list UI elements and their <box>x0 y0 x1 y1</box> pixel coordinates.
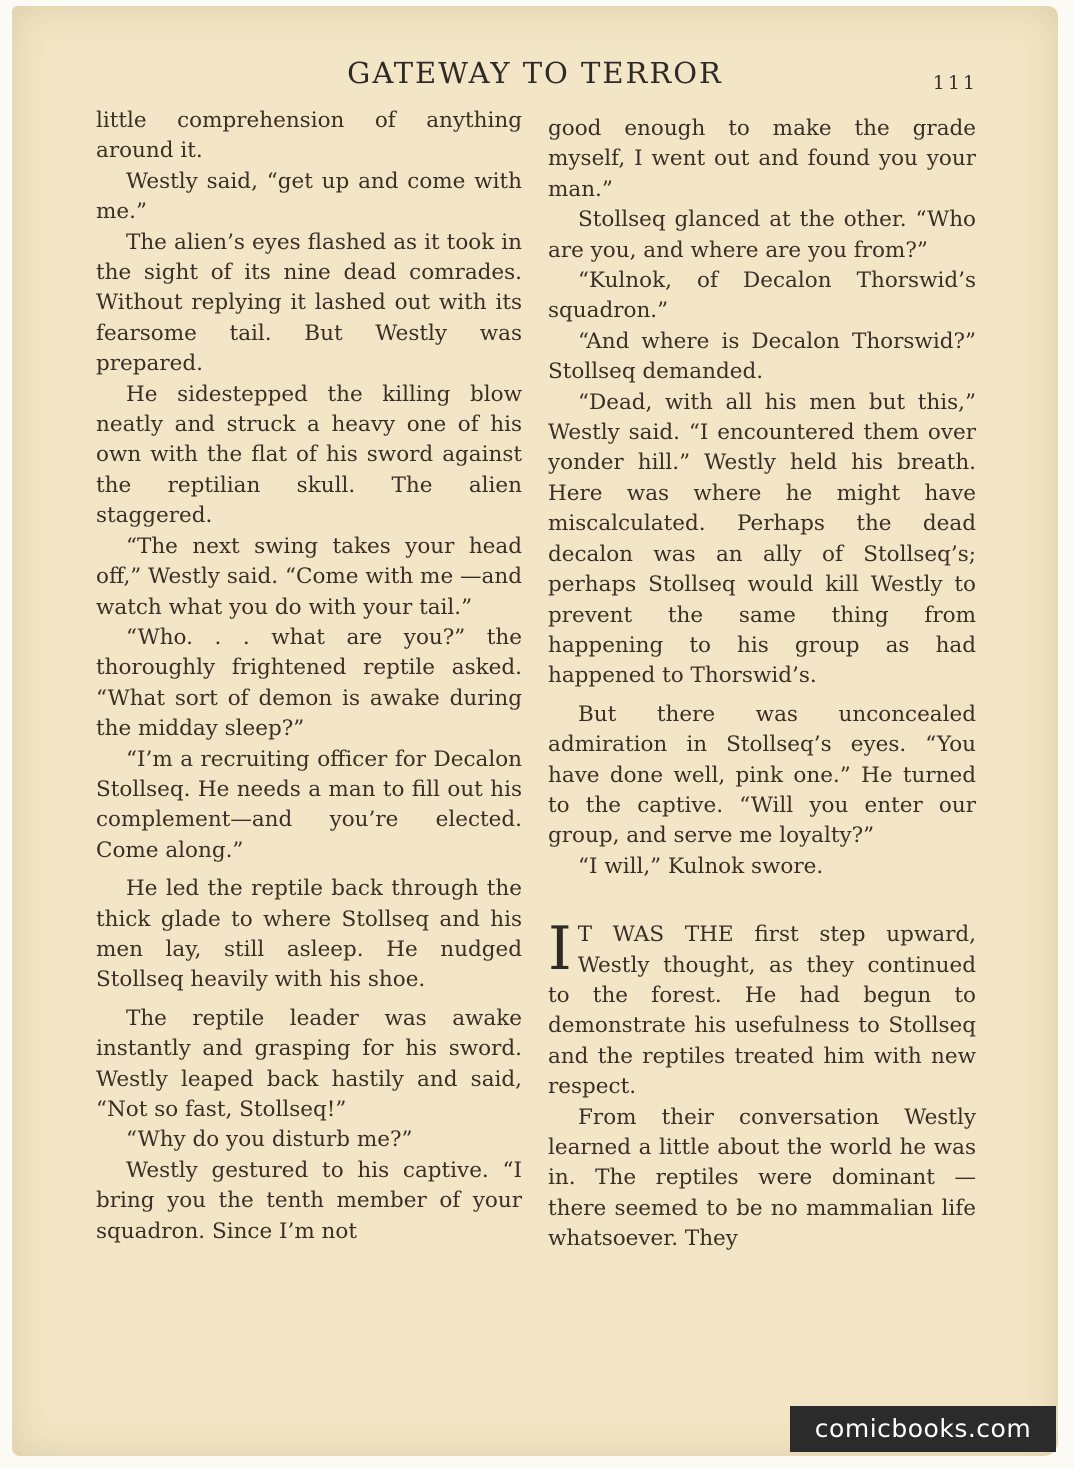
paragraph: Westly said, “get up and come with me.” <box>96 168 522 225</box>
paragraph: little comprehension of anything around it. <box>96 108 522 164</box>
right-column <box>548 114 976 1255</box>
page-number: 111 <box>932 72 978 94</box>
watermark-logo: comicbooks.com <box>790 1406 1056 1452</box>
paragraph: But there was unconcealed admiration in Stollseq’s eyes. “You have done well, pink one.” He turned to the captive. “Will you enter our group, and serve me loyalty?” <box>548 701 976 849</box>
paragraph: Westly gestured to his captive. “I bring you the tenth member of your squadron. Since I’m not <box>96 1157 522 1244</box>
paragraph: “Kulnok, of Decalon Thorswid’s squadron.” <box>548 268 976 324</box>
paragraph: “The next swing takes your head off,” Westly said. “Come with me —and watch what you do with your tail.” <box>96 533 522 620</box>
paragraph: “I’m a recruiting officer for Decalon Stollseq. He needs a man to fill out his complement—and you’re elected. Come along.” <box>96 746 522 863</box>
paragraph: “And where is Decalon Thorswid?” Stollseq demanded. <box>548 328 976 385</box>
paragraph: The alien’s eyes flashed as it took in the sight of its nine dead comrades. Without replying it lashed out with its fearsome tail. But Westly was prepared. <box>96 229 522 377</box>
paragraph: good enough to make the grade myself, I went out and found you your man.” <box>548 116 976 202</box>
section-opening-paragraph <box>548 914 976 1102</box>
drop-cap: I <box>548 914 572 985</box>
left-column <box>96 106 522 1247</box>
paragraph: “Why do you disturb me?” <box>126 1127 413 1153</box>
paragraph-text: T WAS THE first step upward, Westly thought, as they continued to the forest. He had begun to demonstrate his usefulness to Stollseq and the reptiles treated him with new respect. <box>548 922 976 1100</box>
paragraph: The reptile leader was awake instantly and grasping for his sword. Westly leaped back hastily and said, “Not so fast, Stollseq!” <box>96 1005 522 1122</box>
book-page <box>12 6 1058 1456</box>
paragraph: He led the reptile back through the thick glade to where Stollseq and his men lay, still asleep. He nudged Stollseq heavily with his shoe. <box>96 876 522 993</box>
paragraph: From their conversation Westly learned a little about the world he was in. The reptiles were dominant — there seemed to be no mammalian life whatsoever. They <box>548 1104 976 1252</box>
paragraph: Stollseq glanced at the other. “Who are you, and where are you from?” <box>548 207 976 263</box>
running-header: GATEWAY TO TERROR <box>347 56 723 90</box>
paragraph: “I will,” Kulnok swore. <box>578 853 824 879</box>
paragraph: “Who. . . what are you?” the thoroughly frightened reptile asked. “What sort of demon is awake during the midday sleep?” <box>96 624 522 742</box>
paragraph: “Dead, with all his men but this,” Westly said. “I encountered them over yonder hill.” Westly held his breath. Here was where he might have miscalculated. Perhaps the dead decalon was an ally of Stollseq’s; perhaps Stollseq would kill Westly to prevent the same thing from happening to his group as had happened to Thorswid’s. <box>548 389 976 689</box>
paragraph: He sidestepped the killing blow neatly and struck a heavy one of his own with the flat of his sword against the reptilian skull. The alien staggered. <box>96 381 522 529</box>
